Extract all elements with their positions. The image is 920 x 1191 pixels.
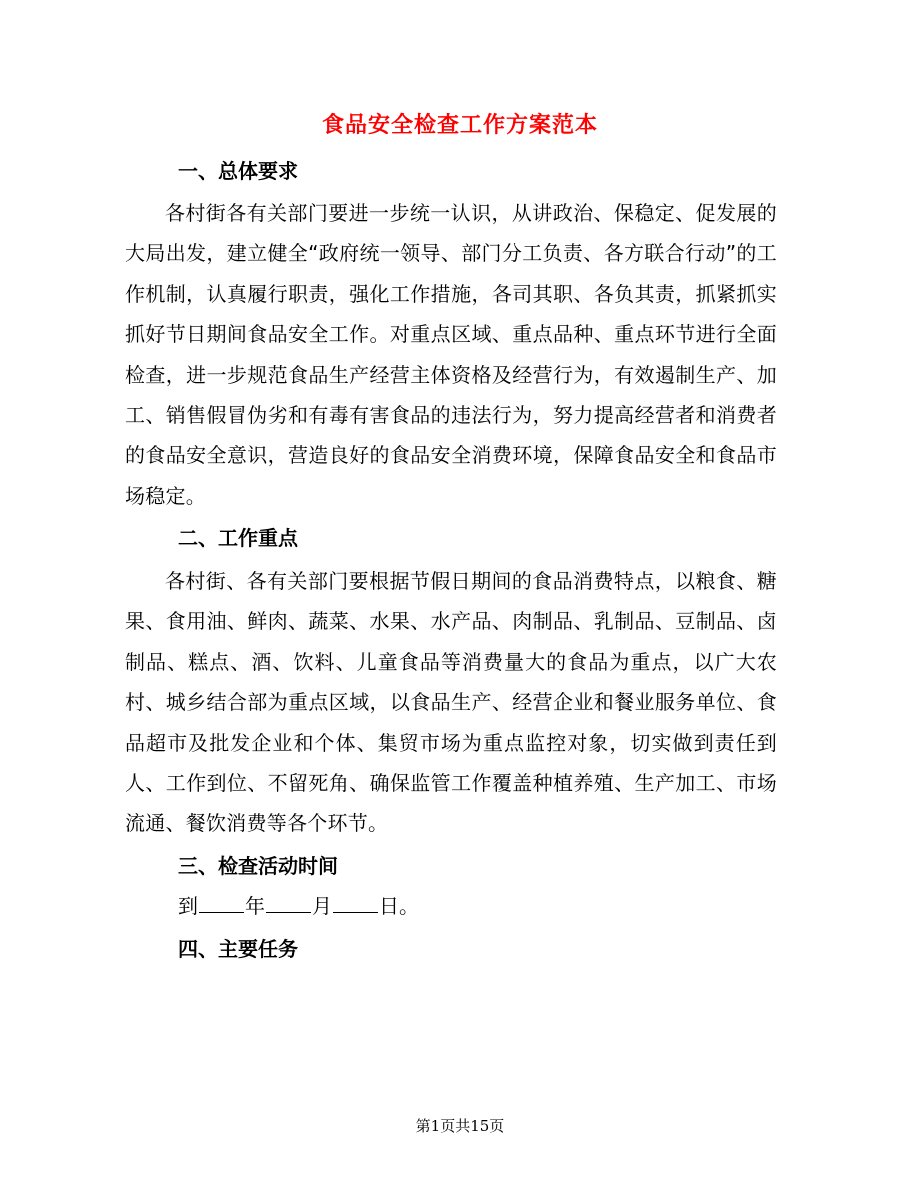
document-title: 食品安全检查工作方案范本 bbox=[321, 113, 598, 138]
section-paragraph-work-focus: 各村街、各有关部门要根据节假日期间的食品消费特点，以粮食、糖果、食用油、鲜肉、蔬菜、水果、水产品、肉制品、乳制品、豆制品、卤制品、糕点、酒、饮料、儿童食品等消费量大的食品为重点，以广大农村、城乡结合部为重点区域，以食品生产、经营企业和餐业服务单位、食品超市及批发企业和个体、集贸市场为重点监控对象，切实做到责任到人、工作到位、不留死角、确保监管工作覆盖种植养殖、生产加工、市场流通、餐饮消费等各个环节。 bbox=[125, 569, 777, 836]
year-blank bbox=[199, 890, 244, 913]
page-indicator: 第1页共15页 bbox=[415, 1117, 505, 1135]
section-heading-work-focus: 二、工作重点 bbox=[178, 526, 298, 550]
inspection-date-line bbox=[178, 886, 419, 926]
date-year-label: 年 bbox=[245, 894, 265, 918]
section-heading-main-tasks: 四、主要任务 bbox=[178, 937, 298, 961]
section-paragraph-general-requirements: 各村街各有关部门要进一步统一认识，从讲政治、保稳定、促发展的大局出发，建立健全“政府统一领导、部门分工负责、各方联合行动”的工作机制，认真履行职责，强化工作措施，各司其职、各负其责，抓紧抓实抓好节日期间食品安全工作。对重点区域、重点品种、重点环节进行全面检查，进一步规范食品生产经营主体资格及经营行为，有效遏制生产、加工、销售假冒伪劣和有毒有害食品的违法行为，努力提高经营者和消费者的食品安全意识，营造良好的食品安全消费环境，保障食品安全和食品市场稳定。 bbox=[125, 201, 777, 508]
section-heading-inspection-time: 三、检查活动时间 bbox=[178, 854, 338, 878]
month-blank bbox=[266, 890, 311, 913]
date-day-label: 日。 bbox=[379, 894, 419, 918]
day-blank bbox=[333, 890, 378, 913]
date-month-label: 月 bbox=[312, 894, 332, 918]
date-prefix: 到 bbox=[178, 894, 198, 918]
section-heading-general-requirements: 一、总体要求 bbox=[178, 159, 298, 183]
